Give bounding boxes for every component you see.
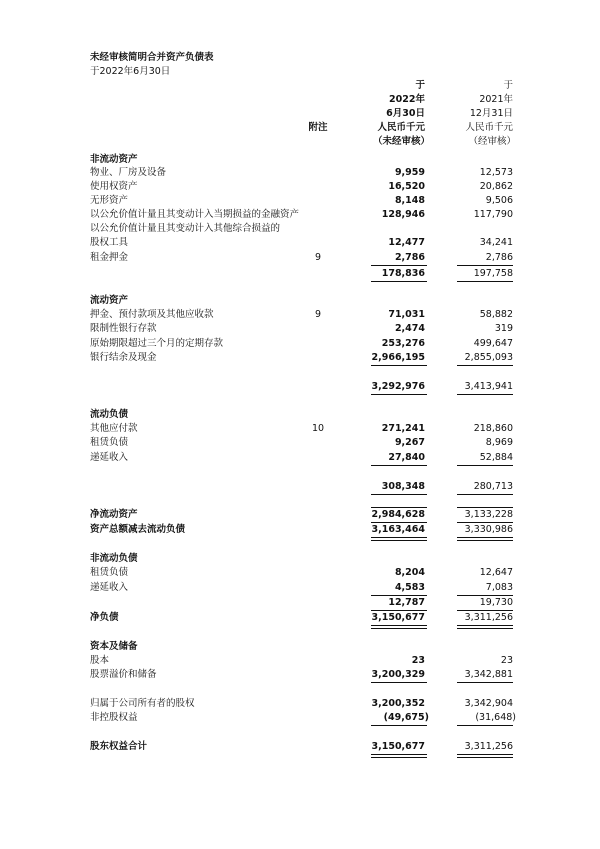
subtotal-rule	[371, 725, 427, 726]
double-rule	[371, 625, 427, 629]
col2-header-line: 人民币千元	[465, 122, 513, 133]
row-label: 使用权资产	[90, 181, 138, 192]
total-assets-less-cl-2021: 3,330,986	[464, 524, 513, 535]
row-value-2022: 8,204	[394, 567, 425, 578]
row-value-2022: 2,474	[394, 323, 425, 334]
row-label: 银行结余及现金	[90, 352, 157, 363]
row-value-2021: 12,573	[479, 167, 513, 178]
section-total-2021: 197,758	[473, 268, 513, 279]
non-controlling-2022: (49,675)	[383, 712, 429, 723]
row-label: 租赁负债	[90, 567, 129, 578]
net-liabilities-2022: 3,150,677	[371, 612, 425, 623]
subtotal-rule	[457, 595, 513, 596]
subtotal-rule	[371, 507, 427, 508]
col2-header-line: 12月31日	[469, 108, 513, 119]
double-rule	[457, 537, 513, 541]
net-current-assets-2022: 2,984,628	[371, 509, 425, 520]
net-current-assets-2021: 3,133,228	[464, 509, 513, 520]
col2-header-line: 2021年	[479, 94, 513, 105]
subtotal-rule	[371, 465, 427, 466]
row-value-2022: 9,267	[394, 437, 425, 448]
section-total-2022: 12,787	[388, 597, 425, 608]
row-value-2021: 499,647	[473, 338, 513, 349]
col1-header-line: 2022年	[389, 94, 425, 105]
section-heading: 非流动资产	[90, 154, 138, 165]
net-liabilities-label: 净负债	[90, 612, 119, 623]
row-value-2021: 7,083	[485, 582, 513, 593]
subtotal-rule	[371, 265, 427, 266]
subtotal-rule	[371, 610, 427, 611]
row-note: 9	[314, 252, 322, 263]
row-label: 押金、预付款项及其他应收款	[90, 309, 214, 320]
section-heading: 资本及储备	[90, 641, 138, 652]
total-assets-less-cl-2022: 3,163,464	[371, 524, 425, 535]
note-column-header: 附注	[308, 122, 328, 133]
total-rule	[371, 494, 427, 495]
row-note: 10	[311, 423, 325, 434]
subtotal-rule	[457, 365, 513, 366]
row-label: 递延收入	[90, 452, 129, 463]
page-subtitle: 于2022年6月30日	[90, 66, 171, 77]
section-heading: 非流动负债	[90, 553, 138, 564]
row-value-2021: 58,882	[479, 309, 513, 320]
col2-header-line: 于	[503, 80, 513, 91]
double-rule	[457, 625, 513, 629]
subtotal-rule	[457, 507, 513, 508]
row-value-2022: 27,840	[388, 452, 425, 463]
double-rule	[371, 754, 427, 758]
row-value-2022: 2,786	[394, 252, 425, 263]
attributable-equity-2021: 3,342,904	[464, 698, 513, 709]
section-total-2021: 19,730	[479, 597, 513, 608]
row-value-2021: 3,342,881	[464, 669, 513, 680]
row-label: 其他应付款	[90, 423, 138, 434]
section-total-2022: 308,348	[381, 481, 425, 492]
row-label: 以公允价值计量且其变动计入其他综合损益的	[90, 223, 281, 234]
row-value-2021: 319	[494, 323, 513, 334]
subtotal-rule	[371, 682, 427, 683]
col1-header-line: 人民币千元	[377, 122, 425, 133]
double-rule	[457, 754, 513, 758]
row-value-2022: 23	[411, 655, 425, 666]
net-current-assets-label: 净流动资产	[90, 509, 138, 520]
row-value-2022: 2,966,195	[371, 352, 425, 363]
non-controlling-label: 非控股权益	[90, 712, 138, 723]
row-value-2021: 12,647	[479, 567, 513, 578]
section-total-2022: 178,836	[381, 268, 425, 279]
row-value-2022: 271,241	[381, 423, 425, 434]
row-value-2022: 4,583	[394, 582, 425, 593]
row-value-2021: 117,790	[473, 209, 513, 220]
col2-header-line: （经审核）	[468, 136, 516, 147]
row-value-2022: 16,520	[388, 181, 425, 192]
row-value-2021: 2,855,093	[464, 352, 513, 363]
col1-header-line: 6月30日	[386, 108, 425, 119]
row-label: 股权工具	[90, 237, 129, 248]
row-label: 限制性银行存款	[90, 323, 157, 334]
row-value-2022: 71,031	[388, 309, 425, 320]
row-value-2021: 2,786	[485, 252, 513, 263]
total-rule	[457, 281, 513, 282]
row-label: 无形资产	[90, 195, 129, 206]
attributable-equity-2022: 3,200,352	[371, 698, 425, 709]
row-value-2021: 8,969	[485, 437, 513, 448]
subtotal-rule	[371, 522, 427, 523]
row-label: 物业、厂房及设备	[90, 167, 167, 178]
row-label: 租赁负债	[90, 437, 129, 448]
total-rule	[457, 394, 513, 395]
row-value-2022: 253,276	[381, 338, 425, 349]
section-total-2021: 3,413,941	[464, 381, 513, 392]
section-total-2021: 280,713	[473, 481, 513, 492]
total-rule	[371, 394, 427, 395]
section-total-2022: 3,292,976	[371, 381, 425, 392]
total-equity-2021: 3,311,256	[464, 741, 513, 752]
row-label: 股票溢价和储备	[90, 669, 157, 680]
double-rule	[371, 537, 427, 541]
subtotal-rule	[457, 265, 513, 266]
row-value-2021: 9,506	[485, 195, 513, 206]
row-label: 递延收入	[90, 582, 129, 593]
subtotal-rule	[457, 610, 513, 611]
col1-header-line: 于	[415, 80, 425, 91]
row-label: 以公允价值计量且其变动计入当期损益的金融资产	[90, 209, 300, 220]
subtotal-rule	[371, 595, 427, 596]
row-value-2022: 3,200,329	[371, 669, 425, 680]
total-rule	[371, 281, 427, 282]
total-rule	[457, 494, 513, 495]
row-value-2021: 23	[500, 655, 513, 666]
row-value-2022: 9,959	[394, 167, 425, 178]
subtotal-rule	[457, 465, 513, 466]
row-note: 9	[314, 309, 322, 320]
subtotal-rule	[457, 725, 513, 726]
row-value-2022: 128,946	[381, 209, 425, 220]
total-equity-2022: 3,150,677	[371, 741, 425, 752]
subtotal-rule	[457, 682, 513, 683]
section-heading: 流动资产	[90, 295, 129, 306]
subtotal-rule	[371, 365, 427, 366]
row-label: 租金押金	[90, 252, 129, 263]
attributable-equity-label: 归属于公司所有者的股权	[90, 698, 195, 709]
total-equity-label: 股东权益合计	[90, 741, 148, 752]
net-liabilities-2021: 3,311,256	[464, 612, 513, 623]
row-value-2022: 8,148	[394, 195, 425, 206]
section-heading: 流动负债	[90, 409, 129, 420]
row-label: 股本	[90, 655, 110, 666]
total-assets-less-cl-label: 资产总额减去流动负债	[90, 524, 186, 535]
row-value-2021: 20,862	[479, 181, 513, 192]
row-value-2021: 218,860	[473, 423, 513, 434]
row-value-2021: 34,241	[479, 237, 513, 248]
non-controlling-2021: (31,648)	[475, 712, 516, 723]
row-value-2022: 12,477	[388, 237, 425, 248]
row-value-2021: 52,884	[479, 452, 513, 463]
page-title: 未经审核简明合并资产负债表	[90, 52, 214, 63]
col1-header-line: （未经审核）	[372, 136, 430, 147]
subtotal-rule	[457, 522, 513, 523]
row-label: 原始期限超过三个月的定期存款	[90, 338, 224, 349]
